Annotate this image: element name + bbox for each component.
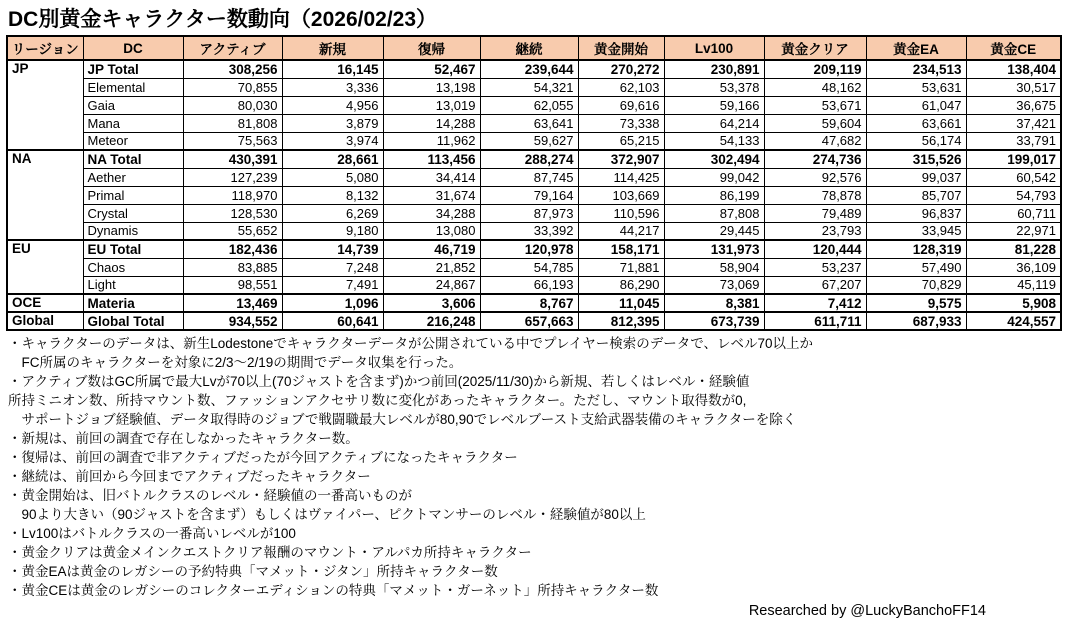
dc-stats-table — [6, 35, 1062, 331]
dc-name-cell: Primal — [83, 186, 183, 204]
value-cell: 80,030 — [183, 96, 282, 114]
dc-row — [7, 78, 1061, 96]
value-cell: 79,489 — [764, 204, 866, 222]
value-cell: 53,631 — [866, 78, 966, 96]
total-row — [7, 240, 1061, 258]
value-cell: 288,274 — [480, 150, 578, 168]
value-cell: 16,145 — [282, 60, 383, 78]
value-cell: 62,103 — [578, 78, 664, 96]
value-cell: 424,557 — [966, 312, 1061, 330]
value-cell: 270,272 — [578, 60, 664, 78]
value-cell: 687,933 — [866, 312, 966, 330]
value-cell: 56,174 — [866, 132, 966, 150]
value-cell: 158,171 — [578, 240, 664, 258]
value-cell: 110,596 — [578, 204, 664, 222]
value-cell: 120,978 — [480, 240, 578, 258]
value-cell: 9,575 — [866, 294, 966, 312]
region-cell: JP — [7, 60, 83, 150]
table-header-row — [7, 36, 1061, 60]
region-cell: Global — [7, 312, 83, 330]
column-header: DC — [83, 36, 183, 60]
value-cell: 45,119 — [966, 276, 1061, 294]
dc-row — [7, 276, 1061, 294]
total-row — [7, 60, 1061, 78]
value-cell: 13,019 — [383, 96, 480, 114]
region-cell: OCE — [7, 294, 83, 312]
value-cell: 128,530 — [183, 204, 282, 222]
value-cell: 70,855 — [183, 78, 282, 96]
dc-name-cell: Chaos — [83, 258, 183, 276]
column-header: リージョン — [7, 36, 83, 60]
value-cell: 372,907 — [578, 150, 664, 168]
value-cell: 86,290 — [578, 276, 664, 294]
dc-row — [7, 168, 1061, 186]
value-cell: 430,391 — [183, 150, 282, 168]
value-cell: 75,563 — [183, 132, 282, 150]
value-cell: 308,256 — [183, 60, 282, 78]
value-cell: 113,456 — [383, 150, 480, 168]
region-cell: NA — [7, 150, 83, 240]
dc-name-cell: EU Total — [83, 240, 183, 258]
value-cell: 23,793 — [764, 222, 866, 240]
value-cell: 128,319 — [866, 240, 966, 258]
value-cell: 138,404 — [966, 60, 1061, 78]
dc-row — [7, 222, 1061, 240]
value-cell: 611,711 — [764, 312, 866, 330]
value-cell: 87,745 — [480, 168, 578, 186]
value-cell: 34,288 — [383, 204, 480, 222]
value-cell: 60,542 — [966, 168, 1061, 186]
value-cell: 13,198 — [383, 78, 480, 96]
dc-row — [7, 114, 1061, 132]
value-cell: 21,852 — [383, 258, 480, 276]
value-cell: 3,336 — [282, 78, 383, 96]
value-cell: 11,962 — [383, 132, 480, 150]
value-cell: 33,392 — [480, 222, 578, 240]
value-cell: 46,719 — [383, 240, 480, 258]
value-cell: 4,956 — [282, 96, 383, 114]
value-cell: 98,551 — [183, 276, 282, 294]
value-cell: 55,652 — [183, 222, 282, 240]
value-cell: 54,321 — [480, 78, 578, 96]
value-cell: 57,490 — [866, 258, 966, 276]
value-cell: 11,045 — [578, 294, 664, 312]
value-cell: 44,217 — [578, 222, 664, 240]
value-cell: 812,395 — [578, 312, 664, 330]
value-cell: 33,791 — [966, 132, 1061, 150]
value-cell: 59,604 — [764, 114, 866, 132]
dc-name-cell: Meteor — [83, 132, 183, 150]
dc-name-cell: Gaia — [83, 96, 183, 114]
value-cell: 13,469 — [183, 294, 282, 312]
value-cell: 47,682 — [764, 132, 866, 150]
value-cell: 30,517 — [966, 78, 1061, 96]
value-cell: 8,767 — [480, 294, 578, 312]
dc-name-cell: NA Total — [83, 150, 183, 168]
value-cell: 13,080 — [383, 222, 480, 240]
value-cell: 127,239 — [183, 168, 282, 186]
value-cell: 28,661 — [282, 150, 383, 168]
value-cell: 209,119 — [764, 60, 866, 78]
value-cell: 131,973 — [664, 240, 764, 258]
column-header: アクティブ — [183, 36, 282, 60]
value-cell: 36,675 — [966, 96, 1061, 114]
value-cell: 6,269 — [282, 204, 383, 222]
value-cell: 87,808 — [664, 204, 764, 222]
credit-line: Researched by @LuckyBanchoFF14 — [748, 603, 986, 619]
total-row — [7, 312, 1061, 330]
column-header: 黄金CE — [966, 36, 1061, 60]
value-cell: 14,288 — [383, 114, 480, 132]
value-cell: 199,017 — [966, 150, 1061, 168]
total-row — [7, 150, 1061, 168]
value-cell: 63,661 — [866, 114, 966, 132]
value-cell: 3,606 — [383, 294, 480, 312]
note-line: ・Lv100はバトルクラスの一番高いレベルが100 — [8, 526, 296, 541]
note-line: ・継続は、前回から今回までアクティブだったキャラクター — [8, 469, 371, 484]
note-line: ・アクティブ数はGC所属で最大Lvが70以上(70ジャストを含まず)かつ前回(2025/11/30)から新規、若しくはレベル・経験値 — [8, 374, 750, 389]
value-cell: 657,663 — [480, 312, 578, 330]
dc-name-cell: Global Total — [83, 312, 183, 330]
value-cell: 36,109 — [966, 258, 1061, 276]
value-cell: 63,641 — [480, 114, 578, 132]
dc-name-cell: JP Total — [83, 60, 183, 78]
value-cell: 53,237 — [764, 258, 866, 276]
note-line: ・復帰は、前回の調査で非アクティブだったが今回アクティブになったキャラクター — [8, 450, 518, 465]
note-line: ・黄金EAは黄金のレガシーの予約特典「マメット・ジタン」所持キャラクター数 — [8, 564, 498, 579]
value-cell: 31,674 — [383, 186, 480, 204]
value-cell: 62,055 — [480, 96, 578, 114]
value-cell: 5,908 — [966, 294, 1061, 312]
dc-name-cell: Crystal — [83, 204, 183, 222]
value-cell: 673,739 — [664, 312, 764, 330]
value-cell: 118,970 — [183, 186, 282, 204]
column-header: 黄金クリア — [764, 36, 866, 60]
value-cell: 182,436 — [183, 240, 282, 258]
value-cell: 7,248 — [282, 258, 383, 276]
value-cell: 14,739 — [282, 240, 383, 258]
value-cell: 934,552 — [183, 312, 282, 330]
value-cell: 315,526 — [866, 150, 966, 168]
column-header: 黄金開始 — [578, 36, 664, 60]
note-line: 90より大きい（90ジャストを含まず）もしくはヴァイパー、ピクトマンサーのレベル・経験値が80以上 — [8, 507, 646, 522]
value-cell: 120,444 — [764, 240, 866, 258]
value-cell: 83,885 — [183, 258, 282, 276]
value-cell: 274,736 — [764, 150, 866, 168]
value-cell: 7,491 — [282, 276, 383, 294]
value-cell: 64,214 — [664, 114, 764, 132]
note-line: ・黄金クリアは黄金メインクエストクリア報酬のマウント・アルパカ所持キャラクター — [8, 545, 532, 560]
value-cell: 54,793 — [966, 186, 1061, 204]
value-cell: 24,867 — [383, 276, 480, 294]
value-cell: 86,199 — [664, 186, 764, 204]
value-cell: 78,878 — [764, 186, 866, 204]
value-cell: 71,881 — [578, 258, 664, 276]
column-header: 新規 — [282, 36, 383, 60]
total-row — [7, 294, 1061, 312]
value-cell: 5,080 — [282, 168, 383, 186]
value-cell: 8,381 — [664, 294, 764, 312]
value-cell: 1,096 — [282, 294, 383, 312]
value-cell: 239,644 — [480, 60, 578, 78]
dc-name-cell: Dynamis — [83, 222, 183, 240]
value-cell: 9,180 — [282, 222, 383, 240]
dc-name-cell: Aether — [83, 168, 183, 186]
value-cell: 53,378 — [664, 78, 764, 96]
page-title: DC別黄金キャラクター数動向（2026/02/23） — [8, 8, 438, 31]
value-cell: 234,513 — [866, 60, 966, 78]
value-cell: 81,808 — [183, 114, 282, 132]
value-cell: 230,891 — [664, 60, 764, 78]
value-cell: 59,627 — [480, 132, 578, 150]
value-cell: 3,879 — [282, 114, 383, 132]
value-cell: 54,785 — [480, 258, 578, 276]
value-cell: 8,132 — [282, 186, 383, 204]
note-line: 所持ミニオン数、所持マウント数、ファッションアクセサリ数に変化があったキャラクター。ただし、マウント取得数が0, — [8, 393, 747, 408]
value-cell: 61,047 — [866, 96, 966, 114]
value-cell: 52,467 — [383, 60, 480, 78]
value-cell: 92,576 — [764, 168, 866, 186]
value-cell: 67,207 — [764, 276, 866, 294]
value-cell: 87,973 — [480, 204, 578, 222]
note-line: FC所属のキャラクターを対象に2/3～2/19の期間でデータ収集を行った。 — [8, 355, 463, 370]
value-cell: 59,166 — [664, 96, 764, 114]
dc-row — [7, 186, 1061, 204]
note-line: サポートジョブ経験値、データ取得時のジョブで戦闘職最大レベルが80,90でレベルブースト支給武器装備のキャラクターを除く — [8, 412, 797, 427]
value-cell: 66,193 — [480, 276, 578, 294]
dc-row — [7, 258, 1061, 276]
value-cell: 60,641 — [282, 312, 383, 330]
dc-name-cell: Materia — [83, 294, 183, 312]
value-cell: 70,829 — [866, 276, 966, 294]
dc-row — [7, 204, 1061, 222]
note-line: ・キャラクターのデータは、新生Lodestoneでキャラクターデータが公開されている中でプレイヤー検索のデータで、レベル70以上か — [8, 336, 814, 351]
value-cell: 302,494 — [664, 150, 764, 168]
value-cell: 81,228 — [966, 240, 1061, 258]
column-header: 継続 — [480, 36, 578, 60]
dc-name-cell: Elemental — [83, 78, 183, 96]
value-cell: 53,671 — [764, 96, 866, 114]
value-cell: 69,616 — [578, 96, 664, 114]
column-header: 復帰 — [383, 36, 480, 60]
value-cell: 34,414 — [383, 168, 480, 186]
value-cell: 29,445 — [664, 222, 764, 240]
value-cell: 85,707 — [866, 186, 966, 204]
value-cell: 7,412 — [764, 294, 866, 312]
value-cell: 79,164 — [480, 186, 578, 204]
note-line: ・黄金開始は、旧バトルクラスのレベル・経験値の一番高いものが — [8, 488, 413, 503]
value-cell: 96,837 — [866, 204, 966, 222]
dc-row — [7, 132, 1061, 150]
value-cell: 103,669 — [578, 186, 664, 204]
dc-name-cell: Mana — [83, 114, 183, 132]
value-cell: 54,133 — [664, 132, 764, 150]
footnotes — [8, 334, 1062, 600]
dc-row — [7, 96, 1061, 114]
value-cell: 22,971 — [966, 222, 1061, 240]
value-cell: 37,421 — [966, 114, 1061, 132]
value-cell: 216,248 — [383, 312, 480, 330]
note-line: ・黄金CEは黄金のレガシーのコレクターエディションの特典「マメット・ガーネット」所持キャラクター数 — [8, 583, 659, 598]
dc-name-cell: Light — [83, 276, 183, 294]
column-header: 黄金EA — [866, 36, 966, 60]
value-cell: 3,974 — [282, 132, 383, 150]
value-cell: 65,215 — [578, 132, 664, 150]
table-body — [7, 60, 1061, 330]
value-cell: 99,042 — [664, 168, 764, 186]
column-header: Lv100 — [664, 36, 764, 60]
value-cell: 33,945 — [866, 222, 966, 240]
value-cell: 48,162 — [764, 78, 866, 96]
value-cell: 73,338 — [578, 114, 664, 132]
note-line: ・新規は、前回の調査で存在しなかったキャラクター数。 — [8, 431, 359, 446]
value-cell: 99,037 — [866, 168, 966, 186]
value-cell: 60,711 — [966, 204, 1061, 222]
value-cell: 114,425 — [578, 168, 664, 186]
region-cell: EU — [7, 240, 83, 294]
value-cell: 58,904 — [664, 258, 764, 276]
value-cell: 73,069 — [664, 276, 764, 294]
